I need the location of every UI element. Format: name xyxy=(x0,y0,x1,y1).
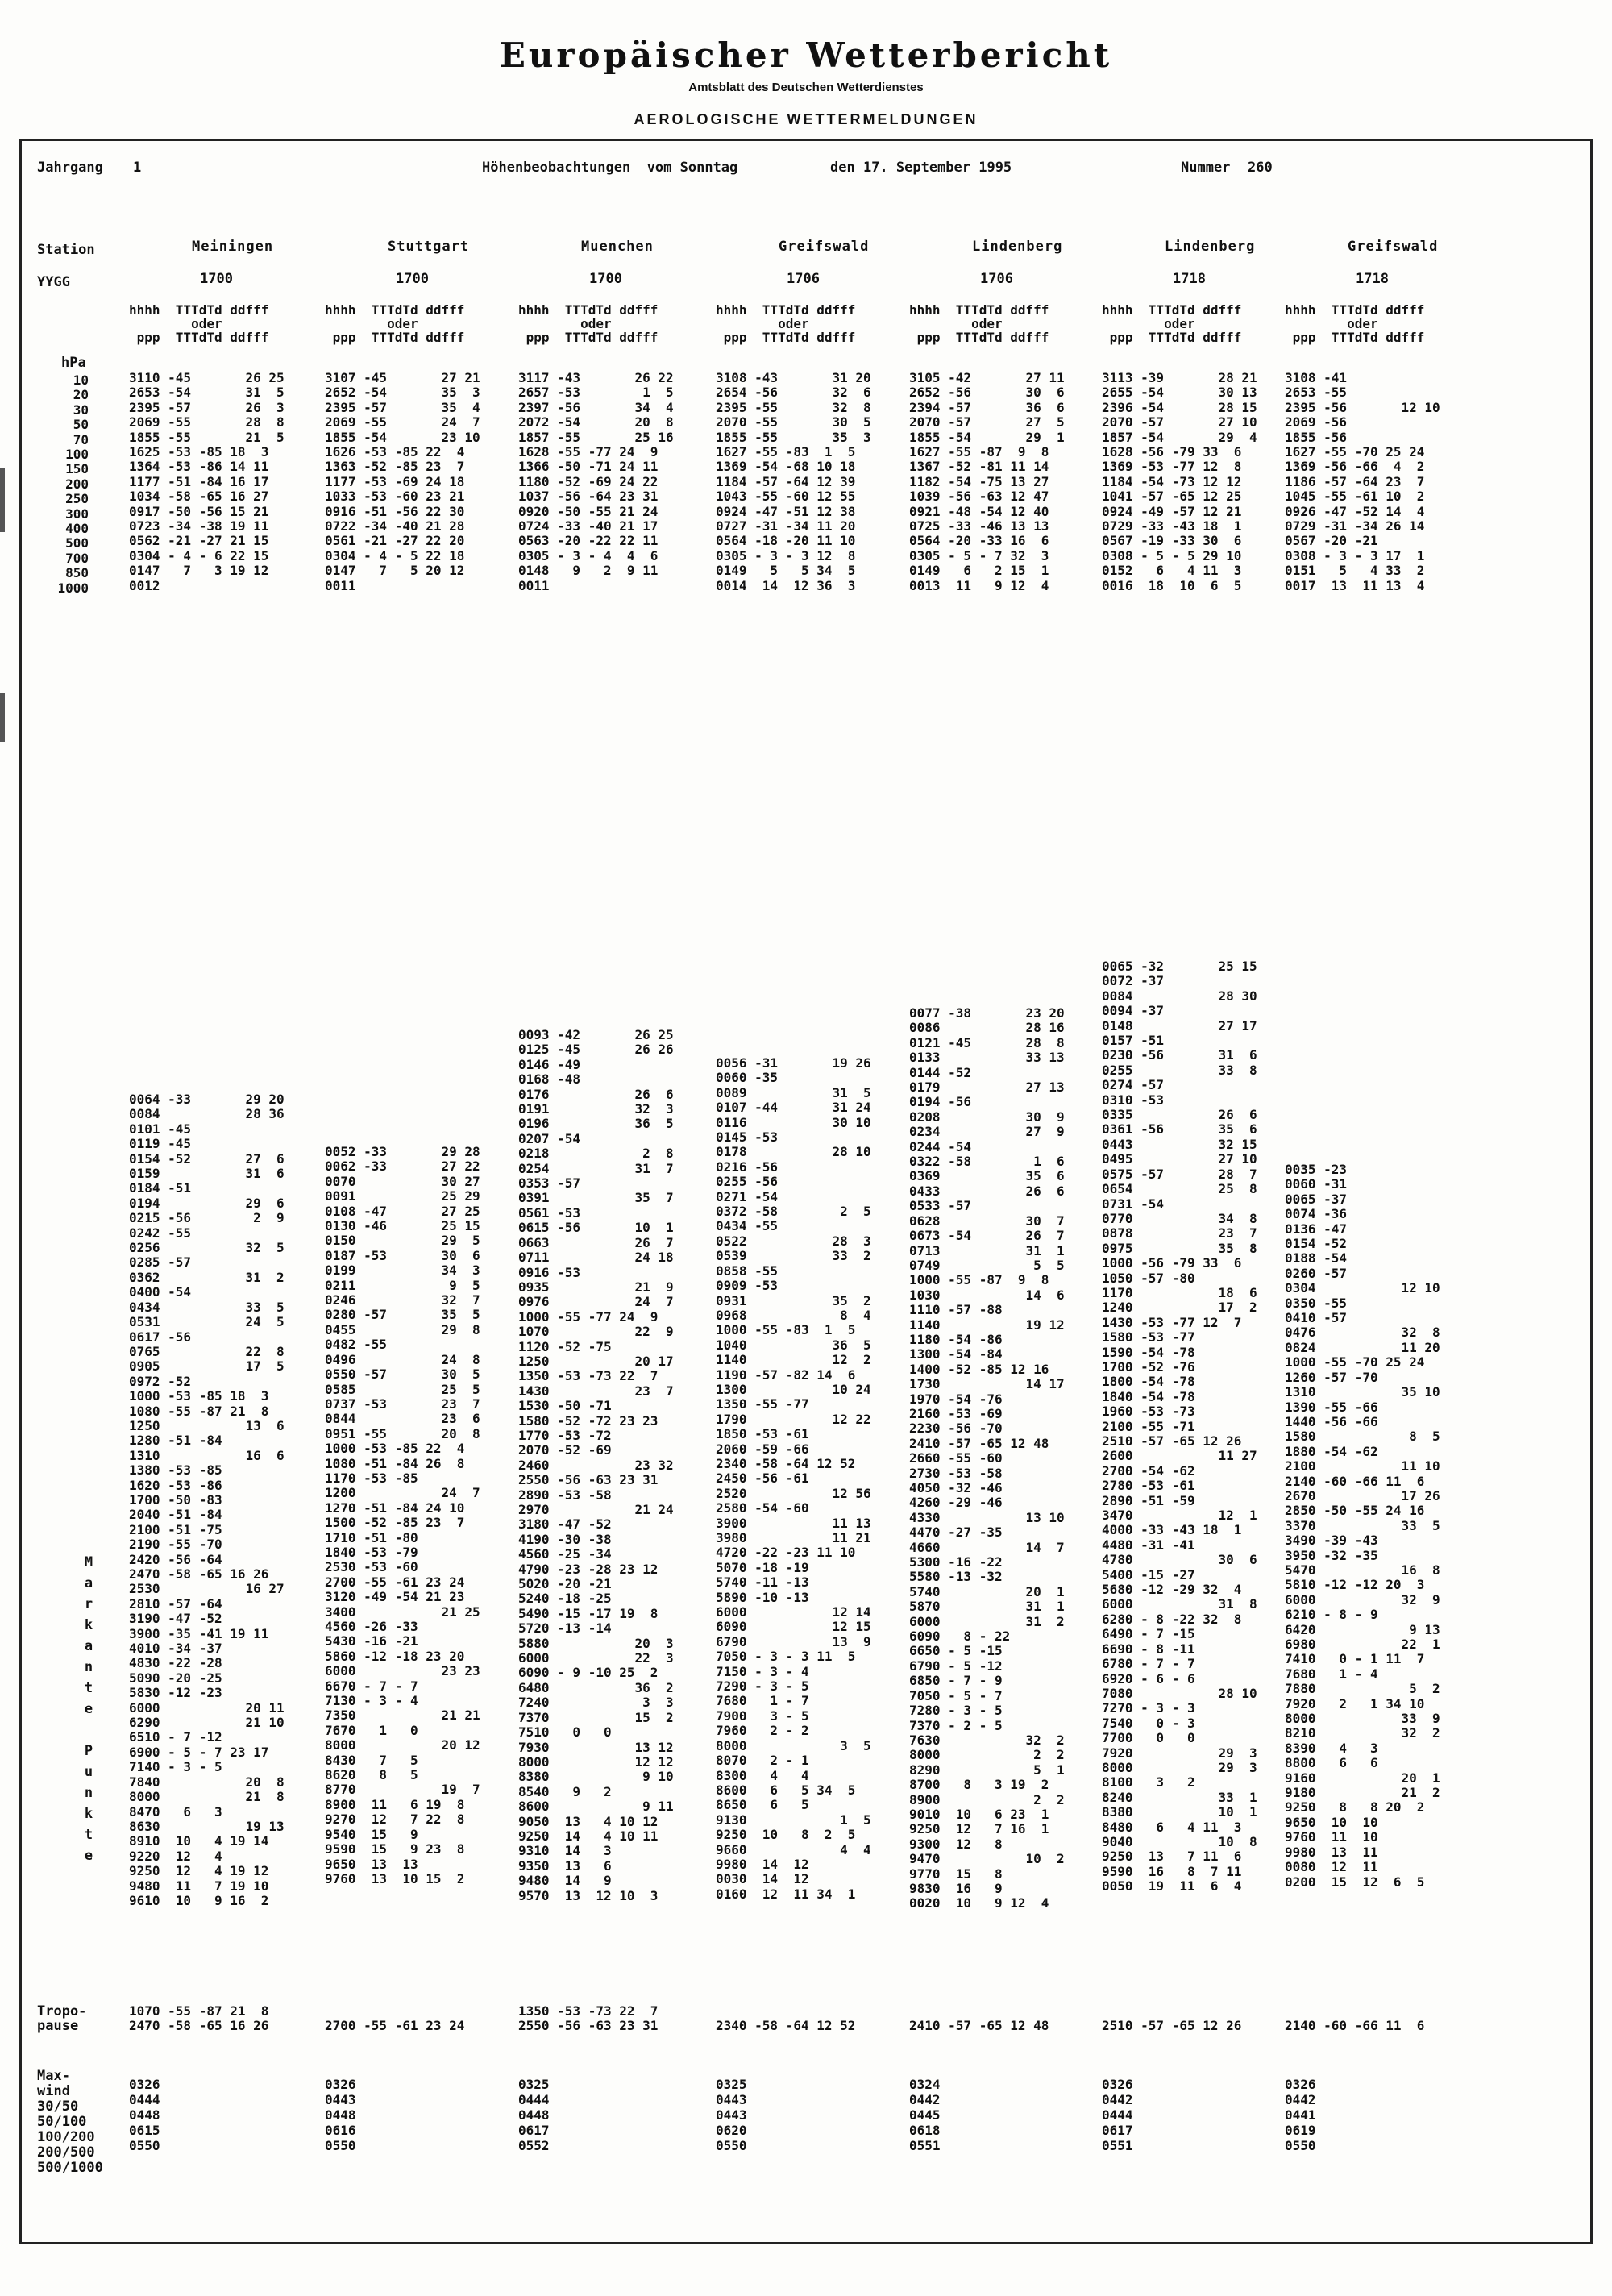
station-name: Greifswald xyxy=(779,239,870,255)
column-header: hhhh TTTdTd ddfff oder ppp TTTdTd ddfff xyxy=(909,302,1049,345)
hpa-label: hPa xyxy=(61,355,86,371)
tropopause-values: 2510 -57 -65 12 26 xyxy=(1102,2018,1242,2034)
standard-levels: 3117 -43 26 22 2657 -53 1 5 2397 -56 34 4 2072 -54 20 8 1857 -55 25 16 1628 -55 -77 24 9 1366 -50 -71 24 11 1180 -52 -69 24 22 1037 -56 -64 23 31 0920 -50 -55 21 24 0724 -33 -40 21 17 0563 -20 -22 22 11 0305 - 3 - 4 4 6 0148 9 2 9 11 0011 xyxy=(518,370,674,593)
maxwind-values: 0325 0444 0448 0617 0552 xyxy=(518,2077,550,2153)
markante-punkte-letter: M xyxy=(84,1554,93,1570)
page-subtitle: Amtsblatt des Deutschen Wetterdienstes xyxy=(688,81,924,94)
column-header: hhhh TTTdTd ddfff oder ppp TTTdTd ddfff xyxy=(325,302,465,345)
standard-levels: 3105 -42 27 11 2652 -56 30 6 2394 -57 36 6 2070 -57 27 5 1855 -54 29 1 1627 -55 -87 9 8 1367 -52 -81 11 14 1182 -54 -75 13 27 1039 -56 -63 12 47 0921 -48 -54 12 40 0725 -33 -46 13 13 0564 -20 -33 16 6 0305 - 5 - 7 32 3 0149 6 2 15 1 0013 11 9 12 4 xyxy=(909,370,1065,593)
significant-points: 0035 -23 0060 -31 0065 -37 0074 -36 0136 -47 0154 -52 0188 -54 0260 -57 0304 12 10 0350 -55 0410 -57 0476 32 8 0824 11 20 1000 -55 -70 25 24 1260 -57 -70 1310 35 10 1390 -55 -66 1440 -56 -66 1580 8 5 1880 -54 -62 2100 11 10 2140 -60 -66 11 6 2670 17 26 2850 -50 -55 24 16 3370 33 5 3490 -39 -43 3950 -32 -35 5470 16 8 5810 -12 -12 20 3 6000 32 9 6210 - 8 - 9 6420 9 13 6980 22 1 7410 0 - 1 11 7 7680 1 - 4 7880 5 2 7920 2 1 34 10 8000 33 9 8210 32 2 8390 4 3 8800 6 6 9160 20 1 9180 21 2 9250 8 8 20 2 9650 10 10 9760 11 10 9980 13 11 0080 12 11 0200 15 12 6 5 xyxy=(1285,1162,1440,1890)
station-yygg: 1706 xyxy=(787,271,820,287)
tropopause-values: 2700 -55 -61 23 24 xyxy=(325,2018,465,2034)
tropopause-values: 2410 -57 -65 12 48 xyxy=(909,2018,1049,2034)
maxwind-values: 0326 0443 0448 0616 0550 xyxy=(325,2077,356,2153)
significant-points: 0093 -42 26 25 0125 -45 26 26 0146 -49 0168 -48 0176 26 6 0191 32 3 0196 36 5 0207 -54 0218 2 8 0254 31 7 0353 -57 0391 35 7 0561 -53 0615 -56 10 1 0663 26 7 0711 24 18 0916 -53 0935 21 9 0976 24 7 1000 -55 -77 24 9 1070 22 9 1120 -52 -75 1250 20 17 1350 -53 -73 22 7 1430 23 7 1530 -50 -71 1580 -52 -72 23 23 1770 -53 -72 2070 -52 -69 2460 23 32 2550 -56 -63 23 31 2890 -53 -58 2970 21 24 3180 -47 -52 4190 -30 -38 4560 -25 -34 4790 -23 -28 23 12 5020 -20 -21 5240 -18 -25 5490 -15 -17 19 8 5720 -13 -14 5880 20 3 6000 22 3 6090 - 9 -10 25 2 6480 36 2 7240 3 3 7370 15 2 7510 0 0 7930 13 12 8000 12 12 8380 9 10 8540 9 2 8600 9 11 9050 13 4 10 12 9250 14 4 10 11 9310 14 3 9350 13 6 9480 14 9 9570 13 12 10 3 xyxy=(518,1027,674,1903)
edge-mark xyxy=(0,693,5,742)
nummer-label: Nummer xyxy=(1181,160,1231,176)
markante-punkte-letter: P xyxy=(84,1743,93,1759)
maxwind-values: 0326 0442 0441 0619 0550 xyxy=(1285,2077,1316,2153)
markante-punkte-letter: u xyxy=(84,1764,93,1780)
tropopause-values: 2140 -60 -66 11 6 xyxy=(1285,2018,1425,2034)
station-yygg: 1718 xyxy=(1356,271,1389,287)
yygg-label: YYGG xyxy=(37,274,70,290)
station-name: Stuttgart xyxy=(388,239,470,255)
pressure-levels: 10 20 30 50 70 100 150 200 250 300 400 500 700 850 1000 xyxy=(57,372,89,596)
tropopause-values: 1350 -53 -73 22 7 2550 -56 -63 23 31 xyxy=(518,2003,659,2034)
station-name: Muenchen xyxy=(581,239,654,255)
significant-points: 0077 -38 23 20 0086 28 16 0121 -45 28 8 0133 33 13 0144 -52 0179 27 13 0194 -56 0208 30 9 0234 27 9 0244 -54 0322 -58 1 6 0369 35 6 0433 26 6 0533 -57 0628 30 7 0673 -54 26 7 0713 31 1 0749 5 5 1000 -55 -87 9 8 1030 14 6 1110 -57 -88 1140 19 12 1180 -54 -86 1300 -54 -84 1400 -52 -85 12 16 1730 14 17 1970 -54 -76 2160 -53 -69 2230 -56 -70 2410 -57 -65 12 48 2660 -55 -60 2730 -53 -58 4050 -32 -46 4260 -29 -46 4330 13 10 4470 -27 -35 4660 14 7 5300 -16 -22 5580 -13 -32 5740 20 1 5870 31 1 6000 31 2 6090 8 - 22 6650 - 5 -15 6790 - 5 -12 6850 - 7 - 9 7050 - 5 - 7 7280 - 3 - 5 7370 - 2 - 5 7630 32 2 8000 2 2 8290 5 1 8700 8 3 19 2 8900 2 2 9010 10 6 23 1 9250 12 7 16 1 9300 12 8 9470 10 2 9770 15 8 9830 16 9 0020 10 9 12 4 xyxy=(909,1005,1065,1911)
markante-punkte-letter: r xyxy=(84,1596,93,1612)
markante-punkte-label xyxy=(81,1552,97,1866)
column-header: hhhh TTTdTd ddfff oder ppp TTTdTd ddfff xyxy=(518,302,659,345)
significant-points: 0065 -32 25 15 0072 -37 0084 28 30 0094 -37 0148 27 17 0157 -51 0230 -56 31 6 0255 33 8 0274 -57 0310 -53 0335 26 6 0361 -56 35 6 0443 32 15 0495 27 10 0575 -57 28 7 0654 25 8 0731 -54 0770 34 8 0878 23 7 0975 35 8 1000 -56 -79 33 6 1050 -57 -80 1170 18 6 1240 17 2 1430 -53 -77 12 7 1580 -53 -77 1590 -54 -78 1700 -52 -76 1800 -54 -78 1840 -54 -78 1960 -53 -73 2100 -55 -71 2510 -57 -65 12 26 2600 11 27 2700 -54 -62 2780 -53 -61 2890 -51 -59 3470 12 1 4000 -33 -43 18 1 4480 -31 -41 4780 30 6 5400 -15 -27 5680 -12 -29 32 4 6000 31 8 6280 - 8 -22 32 8 6490 - 7 -15 6690 - 8 -11 6780 - 7 - 7 6920 - 6 - 6 7080 28 10 7270 - 3 - 3 7540 0 - 3 7700 0 0 7920 29 3 8000 29 3 8100 3 2 8240 33 1 8380 10 1 8480 6 4 11 3 9040 10 8 9250 13 7 11 6 9590 16 8 7 11 0050 19 11 6 4 xyxy=(1102,959,1257,1895)
page-title: Europäischer Wetterbericht xyxy=(499,35,1113,75)
markante-punkte-letter: a xyxy=(84,1638,93,1654)
column-header: hhhh TTTdTd ddfff oder ppp TTTdTd ddfff xyxy=(716,302,856,345)
jahrgang-label: Jahrgang xyxy=(37,160,103,176)
tropopause-values: 1070 -55 -87 21 8 2470 -58 -65 16 26 xyxy=(129,2003,269,2034)
station-yygg: 1700 xyxy=(396,271,429,287)
significant-points: 0064 -33 29 20 0084 28 36 0101 -45 0119 -45 0154 -52 27 6 0159 31 6 0184 -51 0194 29 6 0215 -56 2 9 0242 -55 0256 32 5 0285 -57 0362 31 2 0400 -54 0434 33 5 0531 24 5 0617 -56 0765 22 8 0905 17 5 0972 -52 1000 -53 -85 18 3 1080 -55 -87 21 8 1250 13 6 1280 -51 -84 1310 16 6 1380 -53 -85 1620 -53 -86 1700 -50 -83 2040 -51 -84 2100 -51 -75 2190 -55 -70 2420 -56 -64 2470 -58 -65 16 26 2530 16 27 2810 -57 -64 3190 -47 -52 3900 -35 -41 19 11 4010 -34 -37 4830 -22 -28 5090 -20 -25 5830 -12 -23 6000 20 11 6290 21 10 6510 - 7 -12 6900 - 5 - 7 23 17 7140 - 3 - 5 7840 20 8 8000 21 8 8470 6 3 8630 19 13 8910 10 4 19 14 9220 12 4 9250 12 4 19 12 9480 11 7 19 10 9610 10 9 16 2 xyxy=(129,1092,285,1908)
column-header: hhhh TTTdTd ddfff oder ppp TTTdTd ddfff xyxy=(1285,302,1425,345)
maxwind-values: 0326 0444 0448 0615 0550 xyxy=(129,2077,160,2153)
station-yygg: 1700 xyxy=(200,271,233,287)
tropopause-label: Tropo- pause xyxy=(37,2003,87,2035)
maxwind-values: 0324 0442 0445 0618 0551 xyxy=(909,2077,941,2153)
station-yygg: 1706 xyxy=(980,271,1013,287)
column-header: hhhh TTTdTd ddfff oder ppp TTTdTd ddfff xyxy=(129,302,269,345)
station-name: Lindenberg xyxy=(1165,239,1256,255)
standard-levels: 3110 -45 26 25 2653 -54 31 5 2395 -57 26 3 2069 -55 28 8 1855 -55 21 5 1625 -53 -85 18 3 1364 -53 -86 14 11 1177 -51 -84 16 17 1034 -58 -65 16 27 0917 -50 -56 15 21 0723 -34 -38 19 11 0562 -21 -27 21 15 0304 - 4 - 6 22 15 0147 7 3 19 12 0012 xyxy=(129,370,285,593)
station-name: Meiningen xyxy=(192,239,274,255)
observation-date: den 17. September 1995 xyxy=(830,160,1012,176)
markante-punkte-letter: e xyxy=(84,1701,93,1717)
maxwind-label: Max- wind 30/50 50/100 100/200 200/500 500/1000 xyxy=(37,2068,103,2176)
nummer-value: 260 xyxy=(1248,160,1273,176)
observation-label: Höhenbeobachtungen vom Sonntag xyxy=(482,160,738,176)
markante-punkte-letter: n xyxy=(84,1785,93,1801)
standard-levels: 3108 -41 2653 -55 2395 -56 12 10 2069 -56 1855 -56 1627 -55 -70 25 24 1369 -56 -66 4 2 1186 -57 -64 23 7 1045 -55 -61 10 2 0926 -47 -52 14 4 0729 -31 -34 26 14 0567 -20 -21 0308 - 3 - 3 17 1 0151 5 4 33 2 0017 13 11 13 4 xyxy=(1285,370,1440,593)
section-heading: AEROLOGISCHE WETTERMELDUNGEN xyxy=(634,111,978,127)
markante-punkte-letter: t xyxy=(84,1827,93,1843)
maxwind-values: 0326 0442 0444 0617 0551 xyxy=(1102,2077,1133,2153)
column-header: hhhh TTTdTd ddfff oder ppp TTTdTd ddfff xyxy=(1102,302,1242,345)
significant-points: 0052 -33 29 28 0062 -33 27 22 0070 30 27 0091 25 29 0108 -47 27 25 0130 -46 25 15 0150 29 5 0187 -53 30 6 0199 34 3 0211 9 5 0246 32 7 0280 -57 35 5 0455 29 8 0482 -55 0496 24 8 0550 -57 30 5 0585 25 5 0737 -53 23 7 0844 23 6 0951 -55 20 8 1000 -53 -85 22 4 1080 -51 -84 26 8 1170 -53 -85 1200 24 7 1270 -51 -84 24 10 1500 -52 -85 23 7 1710 -51 -80 1840 -53 -79 2530 -53 -60 2700 -55 -61 23 24 3120 -49 -54 21 23 3400 21 25 4560 -26 -33 5430 -16 -21 5860 -12 -18 23 20 6000 23 23 6670 - 7 - 7 7130 - 3 - 4 7350 21 21 7670 1 0 8000 20 12 8430 7 5 8620 8 5 8770 19 7 8900 11 6 19 8 9270 12 7 22 8 9540 15 9 9590 15 9 23 8 9650 13 13 9760 13 10 15 2 xyxy=(325,1144,480,1886)
station-yygg: 1700 xyxy=(589,271,622,287)
markante-punkte-letter: t xyxy=(84,1680,93,1696)
markante-punkte-letter: k xyxy=(84,1806,93,1822)
standard-levels: 3107 -45 27 21 2652 -54 35 3 2395 -57 35 4 2069 -55 24 7 1855 -54 23 10 1626 -53 -85 22 4 1363 -52 -85 23 7 1177 -53 -69 24 18 1033 -53 -60 23 21 0916 -51 -56 22 30 0722 -34 -40 21 28 0561 -21 -27 22 20 0304 - 4 - 5 22 18 0147 7 5 20 12 0011 xyxy=(325,370,480,593)
standard-levels: 3108 -43 31 20 2654 -56 32 6 2395 -55 32 8 2070 -55 30 5 1855 -55 35 3 1627 -55 -83 1 5 1369 -54 -68 10 18 1184 -57 -64 12 39 1043 -55 -60 12 55 0924 -47 -51 12 38 0727 -31 -34 11 20 0564 -18 -20 11 10 0305 - 3 - 3 12 8 0149 5 5 34 5 0014 14 12 36 3 xyxy=(716,370,871,593)
markante-punkte-letter xyxy=(81,1720,97,1741)
station-yygg: 1718 xyxy=(1173,271,1206,287)
station-label: Station xyxy=(37,242,95,258)
maxwind-values: 0325 0443 0443 0620 0550 xyxy=(716,2077,747,2153)
station-name: Lindenberg xyxy=(972,239,1063,255)
edge-mark xyxy=(0,468,5,532)
jahrgang-value: 1 xyxy=(133,160,142,176)
markante-punkte-letter: n xyxy=(84,1659,93,1675)
markante-punkte-letter: k xyxy=(84,1617,93,1633)
significant-points: 0056 -31 19 26 0060 -35 0089 31 5 0107 -44 31 24 0116 30 10 0145 -53 0178 28 10 0216 -56 0255 -56 0271 -54 0372 -58 2 5 0434 -55 0522 28 3 0539 33 2 0858 -55 0909 -53 0931 35 2 0968 8 4 1000 -55 -83 1 5 1040 36 5 1140 12 2 1190 -57 -82 14 6 1300 10 24 1350 -55 -77 1790 12 22 1850 -53 -61 2060 -59 -66 2340 -58 -64 12 52 2450 -56 -61 2520 12 56 2580 -54 -60 3900 11 13 3980 11 21 4720 -22 -23 11 10 5070 -18 -19 5740 -11 -13 5890 -10 -13 6000 12 14 6090 12 15 6790 13 9 7050 - 3 - 3 11 5 7150 - 3 - 4 7290 - 3 - 5 7680 1 - 7 7900 3 - 5 7960 2 - 2 8000 3 5 8070 2 - 1 8300 4 4 8600 6 5 34 5 8650 6 5 9130 1 5 9250 10 8 2 5 9660 4 4 9980 14 12 0030 14 12 0160 12 11 34 1 xyxy=(716,1055,871,1902)
markante-punkte-letter: a xyxy=(84,1575,93,1591)
standard-levels: 3113 -39 28 21 2655 -54 30 13 2396 -54 28 15 2070 -57 27 10 1857 -54 29 4 1628 -56 -79 33 6 1369 -53 -77 12 8 1184 -54 -73 12 12 1041 -57 -65 12 25 0924 -49 -57 12 21 0729 -33 -43 18 1 0567 -19 -33 30 6 0308 - 5 - 5 29 10 0152 6 4 11 3 0016 18 10 6 5 xyxy=(1102,370,1257,593)
markante-punkte-letter: e xyxy=(84,1848,93,1864)
tropopause-values: 2340 -58 -64 12 52 xyxy=(716,2018,856,2034)
station-name: Greifswald xyxy=(1348,239,1439,255)
